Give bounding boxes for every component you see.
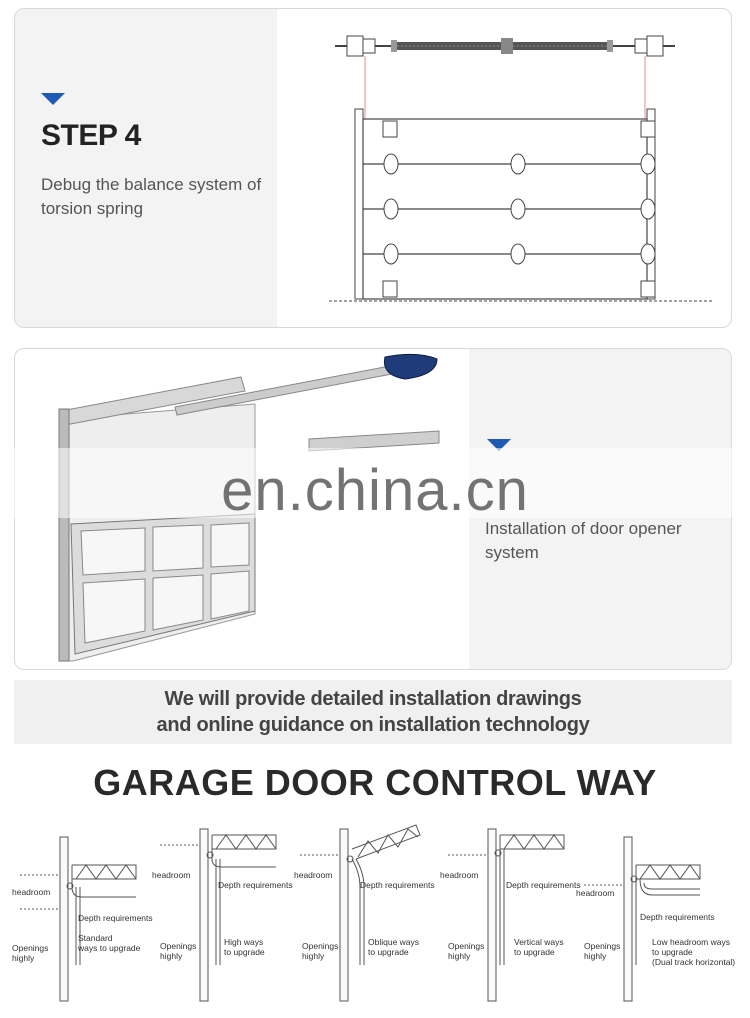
highly-label-4: highly bbox=[448, 951, 471, 961]
opener-description-line-1: Installation of door opener bbox=[485, 519, 682, 538]
openings-label-3: Openings bbox=[302, 941, 339, 951]
way-label-5b: to upgrade bbox=[652, 947, 693, 957]
way-label-2b: to upgrade bbox=[224, 947, 265, 957]
openings-label-2: Openings bbox=[160, 941, 197, 951]
headroom-label-4: headroom bbox=[440, 870, 479, 880]
installation-banner bbox=[14, 680, 732, 744]
openings-label-1: Openings bbox=[12, 943, 49, 953]
highly-label-2: highly bbox=[160, 951, 183, 961]
step-description bbox=[41, 173, 271, 221]
watermark-band bbox=[0, 448, 750, 518]
banner-line-2: and online guidance on installation technology bbox=[156, 714, 590, 736]
step-4-card bbox=[14, 8, 732, 328]
way-label-3b: to upgrade bbox=[368, 947, 409, 957]
way-label-5a: Low headroom ways bbox=[652, 937, 730, 947]
way-label-3a: Oblique ways bbox=[368, 937, 420, 947]
highly-label-5: highly bbox=[584, 951, 607, 961]
opener-description bbox=[485, 517, 715, 565]
headroom-label-2: headroom bbox=[152, 870, 191, 880]
highly-label-3: highly bbox=[302, 951, 325, 961]
way-label-4b: to upgrade bbox=[514, 947, 555, 957]
watermark-text: en.china.cn bbox=[221, 457, 529, 523]
control-way-diagrams bbox=[0, 815, 750, 1015]
step-description-line-1: Debug the balance system of bbox=[41, 175, 262, 194]
depth-label-2: Depth requirements bbox=[218, 880, 293, 890]
depth-label-3: Depth requirements bbox=[360, 880, 435, 890]
highly-label-1: highly bbox=[12, 953, 35, 963]
triangle-marker-icon bbox=[41, 93, 65, 105]
step-description-line-2: torsion spring bbox=[41, 199, 144, 218]
headroom-label-5: headroom bbox=[576, 888, 615, 898]
depth-label-1: Depth requirements bbox=[78, 913, 153, 923]
way-label-1b: ways to upgrade bbox=[78, 943, 141, 953]
opener-description-line-2: system bbox=[485, 543, 539, 562]
banner-line-1: We will provide detailed installation drawings bbox=[164, 688, 582, 710]
headroom-label-3: headroom bbox=[294, 870, 333, 880]
way-label-2a: High ways bbox=[224, 937, 264, 947]
headroom-label-1: headroom bbox=[12, 887, 51, 897]
openings-label-4: Openings bbox=[448, 941, 485, 951]
step-4-text-panel bbox=[15, 9, 277, 327]
way-label-1a: Standard bbox=[78, 933, 113, 943]
depth-label-4: Depth requirements bbox=[506, 880, 581, 890]
control-way-title: GARAGE DOOR CONTROL WAY bbox=[93, 762, 657, 803]
openings-label-5: Openings bbox=[584, 941, 621, 951]
step-title: STEP 4 bbox=[41, 119, 141, 152]
way-label-5c: (Dual track horizontal) bbox=[652, 957, 736, 967]
torsion-spring-diagram bbox=[315, 29, 715, 309]
way-label-4a: Vertical ways bbox=[514, 937, 564, 947]
depth-label-5: Depth requirements bbox=[640, 912, 715, 922]
